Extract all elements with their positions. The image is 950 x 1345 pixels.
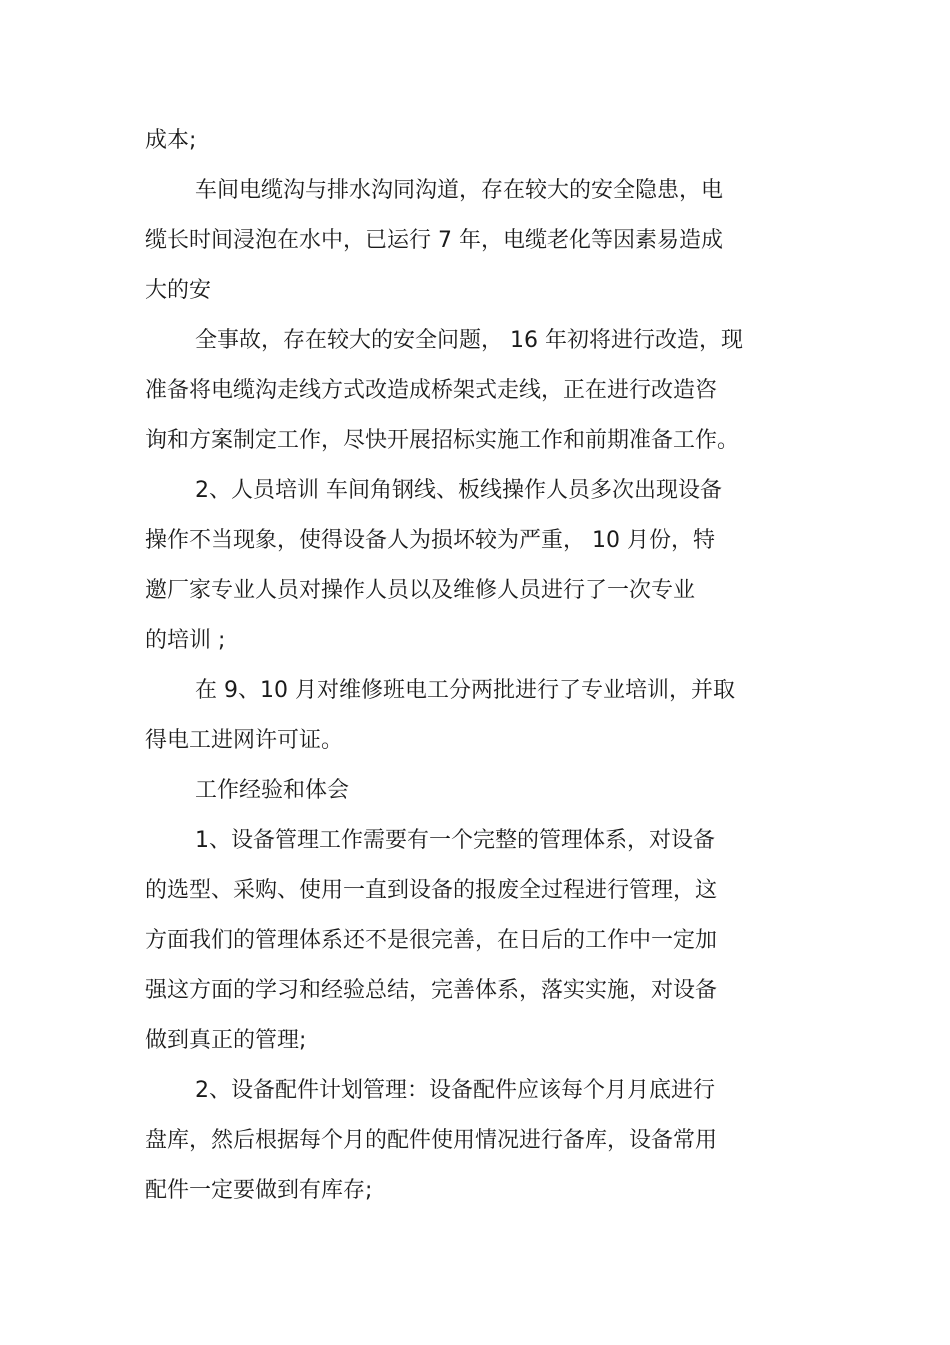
text-line: 强这方面的学习和经验总结，完善体系，落实实施，对设备 <box>145 978 718 1003</box>
text-line: 询和方案制定工作，尽快开展招标实施工作和前期准备工作。 <box>145 428 740 453</box>
text-line: 得电工进网许可证。 <box>145 728 344 753</box>
text-line: 盘库，然后根据每个月的配件使用情况进行备库，设备常用 <box>145 1128 718 1153</box>
text-line: 配件一定要做到有库存; <box>145 1178 373 1203</box>
paragraph-line: 车间电缆沟与排水沟同沟道，存在较大的安全隐患，电 <box>195 178 724 203</box>
section-heading: 工作经验和体会 <box>195 778 350 803</box>
text-line: 邀厂家专业人员对操作人员以及维修人员进行了一次专业 <box>145 578 696 603</box>
paragraph-line: 1、设备管理工作需要有一个完整的管理体系，对设备 <box>195 828 715 853</box>
text-line: 缆长时间浸泡在水中，已运行 7 年，电缆老化等因素易造成 <box>145 228 723 253</box>
text-line: 的培训 ; <box>145 628 226 653</box>
text-line: 方面我们的管理体系还不是很完善，在日后的工作中一定加 <box>145 928 718 953</box>
paragraph-line: 2、人员培训 车间角钢线、板线操作人员多次出现设备 <box>195 478 722 503</box>
text-line: 大的安 <box>145 278 212 303</box>
text-line: 操作不当现象，使得设备人为损坏较为严重， 10 月份，特 <box>145 528 715 553</box>
paragraph-line: 在 9、10 月对维修班电工分两批进行了专业培训，并取 <box>195 678 735 703</box>
paragraph-line: 2、设备配件计划管理：设备配件应该每个月月底进行 <box>195 1078 715 1103</box>
text-line: 做到真正的管理; <box>145 1028 307 1053</box>
text-line: 的选型、采购、使用一直到设备的报废全过程进行管理，这 <box>145 878 718 903</box>
text-line: 准备将电缆沟走线方式改造成桥架式走线，正在进行改造咨 <box>145 378 718 403</box>
paragraph-line: 全事故，存在较大的安全问题， 16 年初将进行改造，现 <box>195 328 743 353</box>
text-line: 成本; <box>145 128 197 153</box>
